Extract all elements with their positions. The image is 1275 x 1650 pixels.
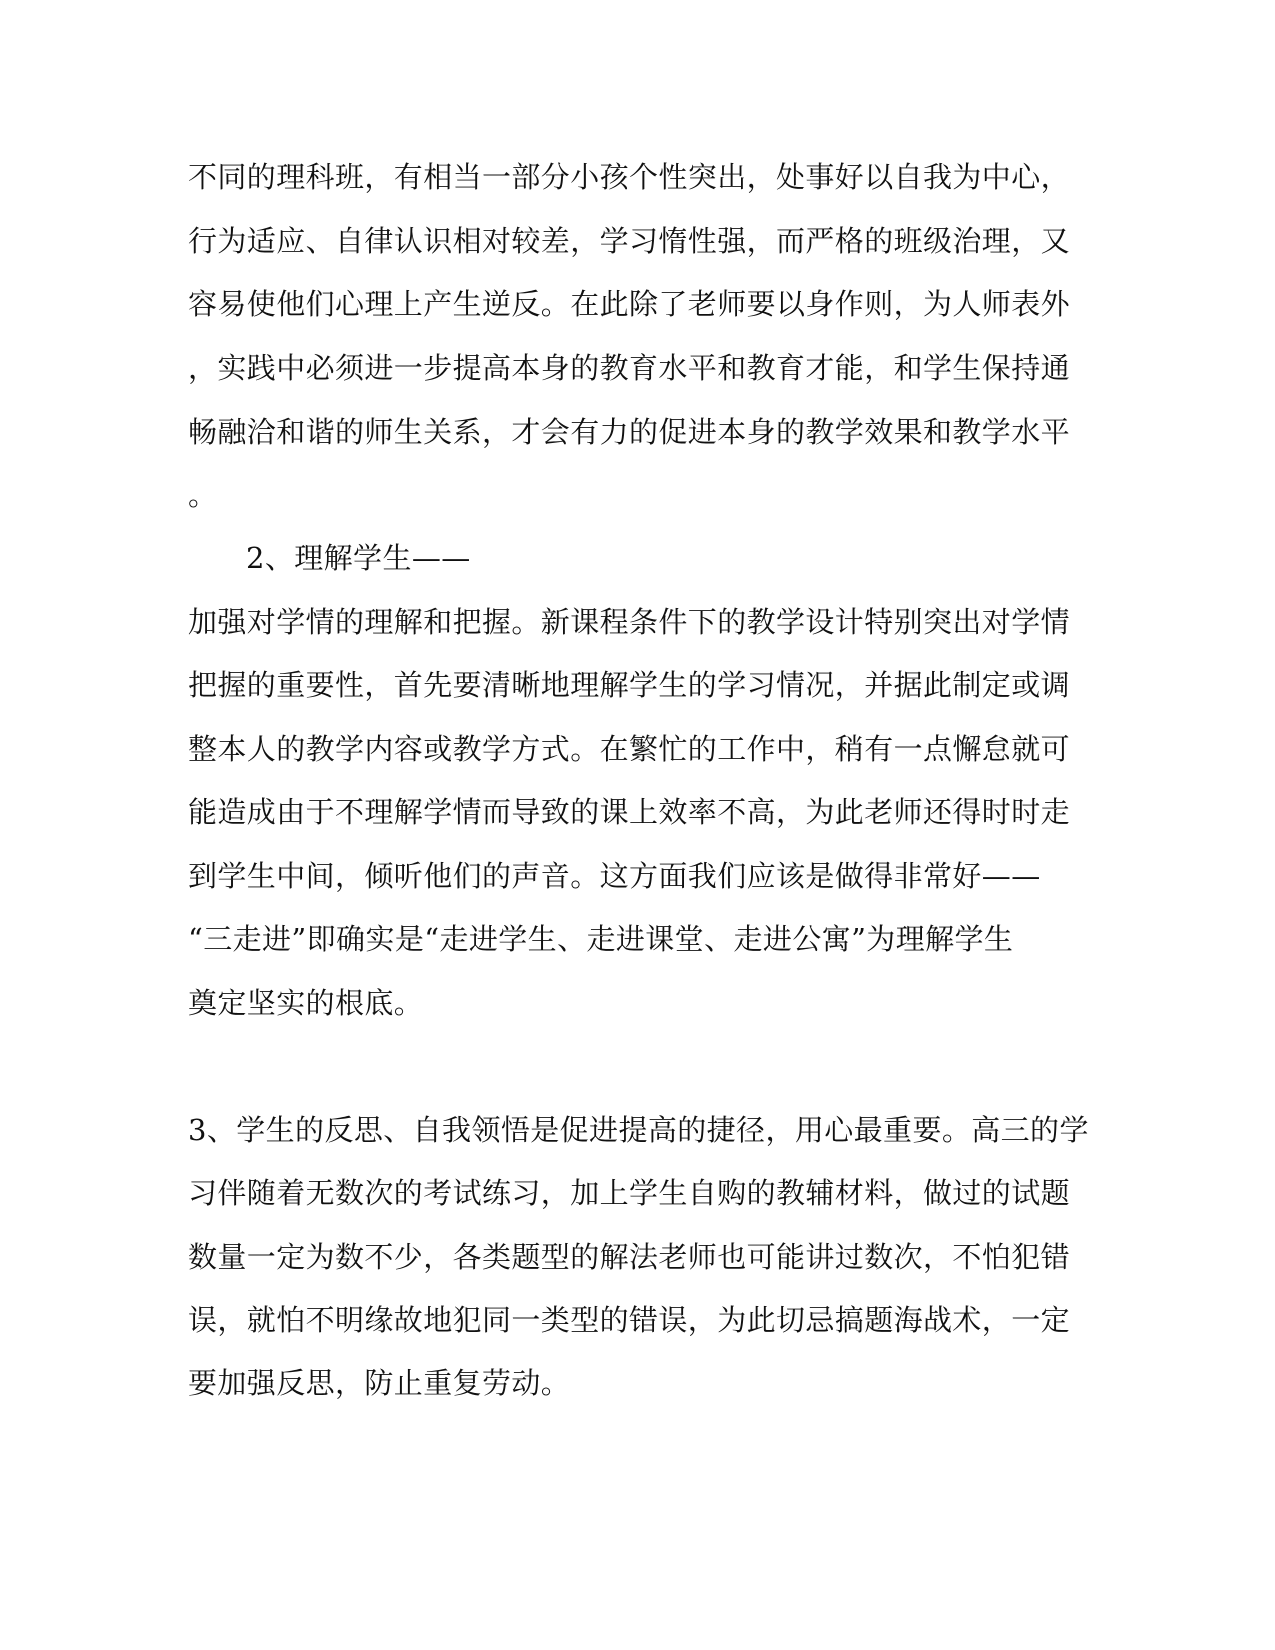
section-heading-2: 2、理解学生——: [246, 541, 471, 575]
paragraph-1-line-4: ，实践中必须进一步提高本身的教育水平和教育才能，和学生保持通: [188, 351, 1071, 385]
paragraph-3-line-2: 习伴随着无数次的考试练习，加上学生自购的教辅材料，做过的试题: [188, 1176, 1071, 1210]
paragraph-2-line-5: 到学生中间，倾听他们的声音。这方面我们应该是做得非常好——: [188, 859, 1041, 893]
paragraph-3-line-1: 3、学生的反思、自我领悟是促进提高的捷径，用心最重要。高三的学: [188, 1113, 1089, 1147]
paragraph-1-line-3: 容易使他们心理上产生逆反。在此除了老师要以身作则，为人师表外: [188, 287, 1071, 321]
paragraph-1-line-6: 。: [188, 478, 218, 512]
paragraph-2-line-6: “三走进”即确实是“走进学生、走进课堂、走进公寓”为理解学生: [188, 922, 1014, 956]
paragraph-1-line-2: 行为适应、自律认识相对较差，学习惰性强，而严格的班级治理，又: [188, 224, 1071, 258]
paragraph-3-line-4: 误，就怕不明缘故地犯同一类型的错误，为此切忌搞题海战术，一定: [188, 1303, 1071, 1337]
paragraph-2-line-4: 能造成由于不理解学情而导致的课上效率不高，为此老师还得时时走: [188, 795, 1071, 829]
paragraph-1-line-1: 不同的理科班，有相当一部分小孩个性突出，处事好以自我为中心，: [188, 160, 1071, 194]
paragraph-2-line-1: 加强对学情的理解和把握。新课程条件下的教学设计特别突出对学情: [188, 605, 1071, 639]
paragraph-2-line-3: 整本人的教学内容或教学方式。在繁忙的工作中，稍有一点懈怠就可: [188, 732, 1071, 766]
paragraph-2-line-7: 奠定坚实的根底。: [188, 986, 424, 1020]
paragraph-3-line-5: 要加强反思，防止重复劳动。: [188, 1366, 571, 1400]
paragraph-1-line-5: 畅融洽和谐的师生关系，才会有力的促进本身的教学效果和教学水平: [188, 415, 1071, 449]
paragraph-2-line-2: 把握的重要性，首先要清晰地理解学生的学习情况，并据此制定或调: [188, 668, 1071, 702]
paragraph-3-line-3: 数量一定为数不少，各类题型的解法老师也可能讲过数次，不怕犯错: [188, 1240, 1071, 1274]
